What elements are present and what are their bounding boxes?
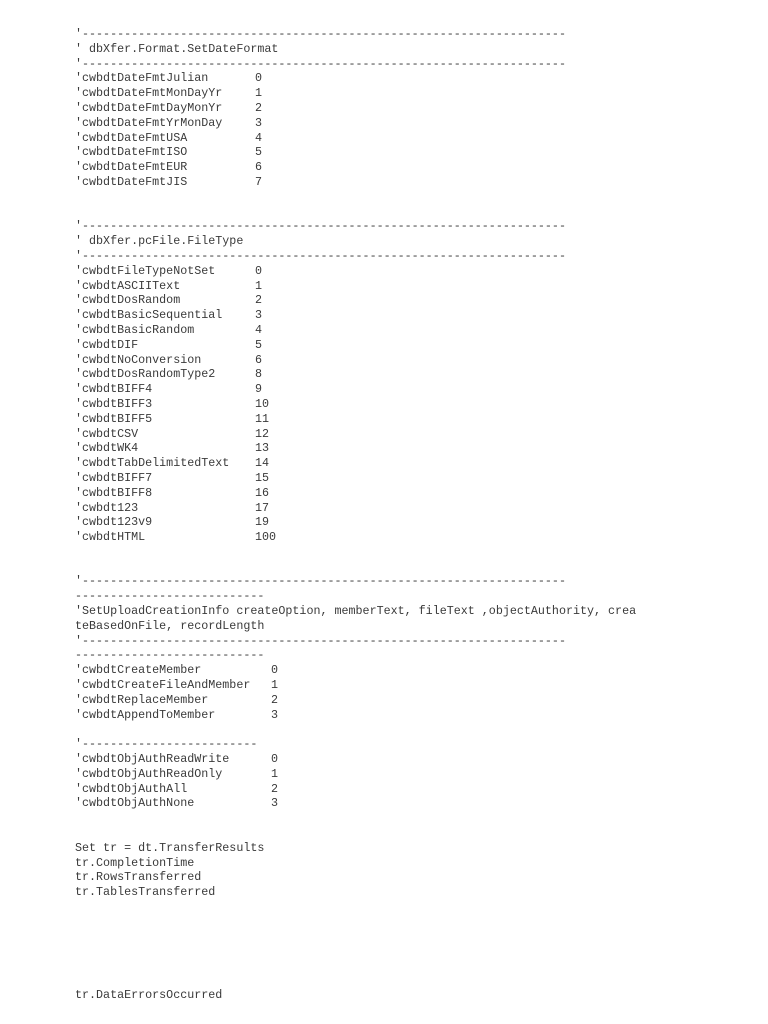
constant-name: 'cwbdtDateFmtISO [75,145,188,160]
code-line: tr.CompletionTime [75,855,195,870]
constant-name: 'cwbdtTabDelimitedText [75,456,230,471]
constant-row [75,530,675,545]
comment-rule-wrap: --------------------------- [75,589,265,604]
constant-row [75,131,675,146]
constant-value: 3 [255,115,263,130]
constant-name: 'cwbdtDIF [75,337,139,352]
section-title: ' dbXfer.pcFile.FileType [75,234,244,249]
constant-row [75,693,675,708]
signature-line: 'SetUploadCreationInfo createOption, memberText, fileText ,objectAuthority, crea [75,604,637,619]
constant-value: 2 [255,100,263,115]
date-format-list [75,71,675,189]
code-document [75,27,675,1003]
constant-row [75,486,675,501]
constant-row [75,382,675,397]
transfer-results-section [75,841,675,1003]
constant-row [75,101,675,116]
comment-rule-short: '------------------------- [75,737,258,752]
constant-name: 'cwbdtDateFmtDayMonYr [75,100,223,115]
section-title: ' dbXfer.Format.SetDateFormat [75,41,279,56]
comment-rule-wrap: --------------------------- [75,648,265,663]
code-line: tr.TablesTransferred [75,885,216,900]
constant-row [75,353,675,368]
constant-name: 'cwbdt123v9 [75,515,153,530]
constant-name: 'cwbdtObjAuthNone [75,796,195,811]
constant-value: 14 [255,456,270,471]
constant-value: 5 [255,145,263,160]
constant-name: 'cwbdtReplaceMember [75,692,209,707]
constant-name: 'cwbdtDateFmtEUR [75,160,188,175]
constant-row [75,767,675,782]
constant-name: 'cwbdtFileTypeNotSet [75,263,216,278]
constant-name: 'cwbdtDosRandomType2 [75,367,216,382]
constant-value: 16 [255,485,270,500]
constant-row [75,471,675,486]
code-line: tr.RowsTransferred [75,870,202,885]
constant-row [75,752,675,767]
comment-rule: '--------------------------------------------------------------------- [75,219,566,234]
constant-row [75,338,675,353]
constant-name: 'cwbdtDateFmtYrMonDay [75,115,223,130]
constant-row [75,293,675,308]
constant-name: 'cwbdtWK4 [75,441,139,456]
constant-value: 0 [255,263,263,278]
constant-row [75,71,675,86]
constant-row [75,441,675,456]
constant-name: 'cwbdtDateFmtMonDayYr [75,86,223,101]
constant-name: 'cwbdtBIFF8 [75,485,153,500]
constant-name: 'cwbdtBIFF5 [75,411,153,426]
constant-row [75,501,675,516]
create-option-list [75,663,675,722]
constant-name: 'cwbdtDateFmtUSA [75,130,188,145]
constant-row [75,456,675,471]
code-line: Set tr = dt.TransferResults [75,840,265,855]
constant-name: 'cwbdtCSV [75,426,139,441]
constant-value: 0 [271,663,279,678]
signature-line-wrap: teBasedOnFile, recordLength [75,618,265,633]
constant-row [75,796,675,811]
constant-row [75,397,675,412]
constant-value: 2 [271,692,279,707]
constant-name: 'cwbdtBasicSequential [75,308,223,323]
comment-rule: '--------------------------------------------------------------------- [75,27,566,41]
date-format-section [75,27,675,190]
constant-row [75,323,675,338]
constant-name: 'cwbdtBasicRandom [75,322,195,337]
constant-name: 'cwbdtObjAuthReadOnly [75,766,223,781]
constant-value: 100 [255,530,277,545]
constant-row [75,708,675,723]
constant-row [75,412,675,427]
constant-value: 11 [255,411,270,426]
comment-rule: '--------------------------------------------------------------------- [75,633,566,648]
constant-name: 'cwbdtObjAuthAll [75,781,188,796]
file-type-list [75,264,675,545]
constant-name: 'cwbdtNoConversion [75,352,202,367]
constant-row [75,663,675,678]
constant-row [75,515,675,530]
constant-value: 1 [271,766,279,781]
results-lines [75,841,675,900]
constant-name: 'cwbdtDosRandom [75,293,181,308]
constant-value: 2 [255,293,263,308]
constant-row [75,145,675,160]
constant-name: 'cwbdtCreateFileAndMember [75,678,251,693]
constant-row [75,160,675,175]
constant-name: 'cwbdtCreateMember [75,663,202,678]
constant-value: 8 [255,367,263,382]
constant-value: 6 [255,352,263,367]
constant-name: 'cwbdtBIFF4 [75,382,153,397]
constant-row [75,86,675,101]
constant-value: 17 [255,500,270,515]
constant-row [75,678,675,693]
constant-value: 0 [271,752,279,767]
constant-name: 'cwbdtObjAuthReadWrite [75,752,230,767]
constant-name: 'cwbdtAppendToMember [75,707,216,722]
constant-value: 19 [255,515,270,530]
constant-value: 9 [255,382,263,397]
constant-row [75,116,675,131]
constant-value: 5 [255,337,263,352]
comment-rule: '--------------------------------------------------------------------- [75,248,566,263]
object-authority-list [75,752,675,811]
constant-name: 'cwbdtHTML [75,530,146,545]
constant-row [75,782,675,797]
code-line: tr.DataErrorsOccurred [75,988,223,1003]
constant-row [75,308,675,323]
constant-value: 3 [271,796,279,811]
constant-name: 'cwbdtDateFmtJulian [75,71,209,86]
constant-name: 'cwbdtBIFF7 [75,470,153,485]
constant-value: 15 [255,470,270,485]
constant-value: 3 [255,308,263,323]
constant-value: 4 [255,130,263,145]
constant-name: 'cwbdtBIFF3 [75,396,153,411]
constant-value: 7 [255,174,263,189]
constant-value: 1 [255,86,263,101]
upload-creation-section [75,574,675,811]
constant-row [75,367,675,382]
comment-rule: '--------------------------------------------------------------------- [75,56,566,71]
constant-value: 4 [255,322,263,337]
constant-name: 'cwbdtDateFmtJIS [75,174,188,189]
constant-value: 3 [271,707,279,722]
constant-row [75,279,675,294]
constant-row [75,427,675,442]
constant-name: 'cwbdtASCIIText [75,278,181,293]
constant-row [75,264,675,279]
constant-value: 1 [271,678,279,693]
file-type-section [75,219,675,545]
constant-value: 12 [255,426,270,441]
comment-rule: '--------------------------------------------------------------------- [75,574,566,589]
constant-row [75,175,675,190]
constant-value: 13 [255,441,270,456]
constant-value: 0 [255,71,263,86]
constant-value: 10 [255,396,270,411]
constant-value: 6 [255,160,263,175]
constant-value: 2 [271,781,279,796]
constant-value: 1 [255,278,263,293]
constant-name: 'cwbdt123 [75,500,139,515]
